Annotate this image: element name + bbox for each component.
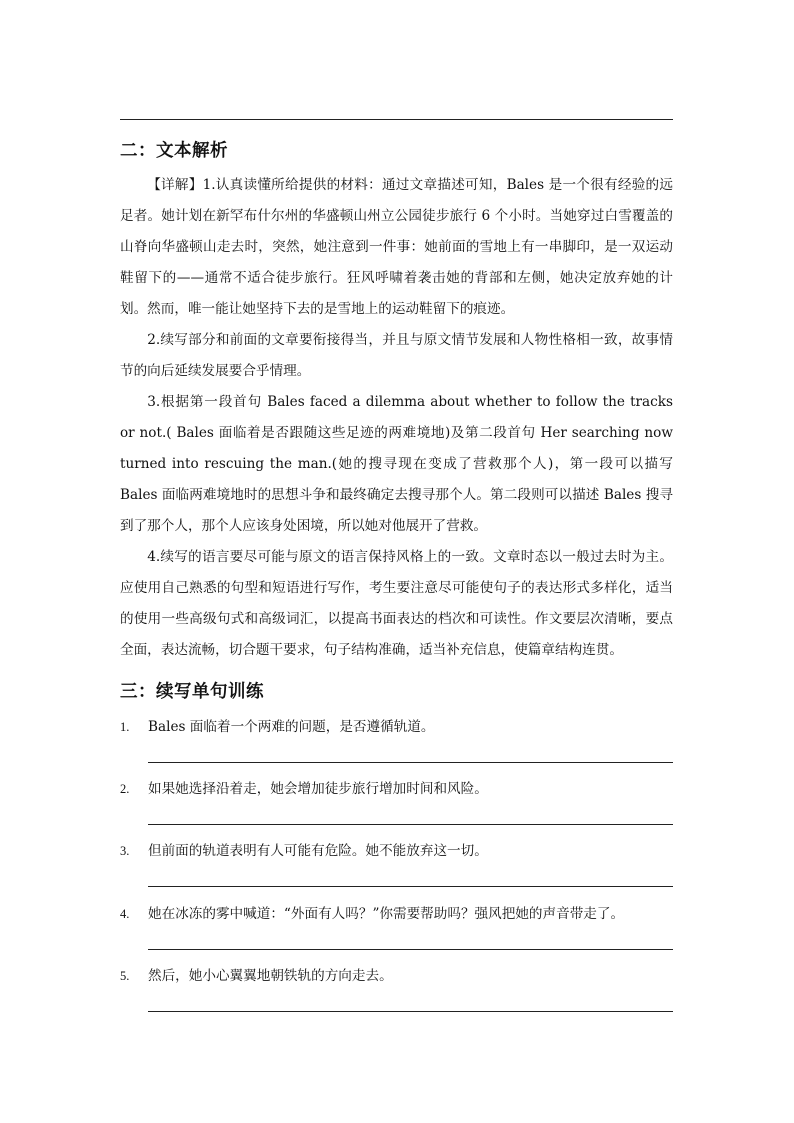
answer-line[interactable] bbox=[148, 762, 673, 763]
exercise-item bbox=[120, 841, 673, 903]
header-rule bbox=[120, 119, 673, 120]
answer-line[interactable] bbox=[148, 949, 673, 950]
answer-line[interactable] bbox=[148, 824, 673, 825]
exercise-prompt: 她在冰冻的雾中喊道：“外面有人吗？”你需要帮助吗？强风把她的声音带走了。 bbox=[148, 906, 625, 922]
analysis-paragraph-4: 4.续写的语言要尽可能与原文的语言保持风格上的一致。文章时态以一般过去时为主。应使用自己熟悉的句型和短语进行写作，考生要注意尽可能使句子的表达形式多样化，适当的使用一些高级句式和高级词汇，以提高书面表达的档次和可读性。作文要层次清晰，要点全面，表达流畅，切合题干要求，句子结构准确，适当补充信息，使篇章结构连贯。 bbox=[120, 549, 673, 658]
section-three-heading: 三：续写单句训练 bbox=[120, 682, 264, 702]
exercise-prompt: 如果她选择沿着走，她会增加徒步旅行增加时间和风险。 bbox=[148, 781, 488, 797]
exercise-item bbox=[120, 779, 673, 841]
answer-line[interactable] bbox=[148, 886, 673, 887]
exercise-prompt: 然后，她小心翼翼地朝铁轨的方向走去。 bbox=[148, 968, 393, 984]
exercise-number: 5. bbox=[120, 969, 130, 983]
exercise-item bbox=[120, 966, 673, 1028]
analysis-paragraph-2: 2.续写部分和前面的文章要衔接得当，并且与原文情节发展和人物性格相一致，故事情节的向后延续发展要合乎情理。 bbox=[120, 332, 673, 379]
exercise-number: 3. bbox=[120, 844, 130, 858]
exercise-number: 4. bbox=[120, 907, 130, 921]
answer-line[interactable] bbox=[148, 1011, 673, 1012]
exercise-prompt: 但前面的轨道表明有人可能有危险。她不能放弃这一切。 bbox=[148, 843, 488, 859]
section-two-heading: 二：文本解析 bbox=[120, 141, 228, 161]
exercise-number: 2. bbox=[120, 782, 130, 796]
exercise-item bbox=[120, 904, 673, 966]
analysis-paragraph-1: 【详解】1.认真读懂所给提供的材料：通过文章描述可知，Bales 是一个很有经验的远足者。她计划在新罕布什尔州的华盛顿山州立公园徒步旅行 6 个小时。当她穿过白雪覆盖的山脊向华盛顿山走去时，突然，她注意到一件事：她前面的雪地上有一串脚印，是一双运动鞋留下的——通常不适合徒步旅行。狂风呼啸着袭击她的背部和左侧，她决定放弃她的计划。然而，唯一能让她坚持下去的是雪地上的运动鞋留下的痕迹。 bbox=[120, 177, 673, 317]
analysis-paragraph-3: 3.根据第一段首句 Bales faced a dilemma about whether to follow the tracks or not.( Bales 面临着是否跟随这些足迹的两难境地)及第二段首句 Her searching now turned into rescuing the man.(她的搜寻现在变成了营救那个人)，第一段可以描写 Bales 面临两难境地时的思想斗争和最终确定去搜寻那个人。第二段则可以描述 Bales 搜寻到了那个人，那个人应该身处困境，所以她对他展开了营救。 bbox=[120, 394, 673, 534]
exercise-item bbox=[120, 717, 673, 779]
exercise-number: 1. bbox=[120, 720, 130, 734]
exercise-prompt: Bales 面临着一个两难的问题，是否遵循轨道。 bbox=[148, 719, 435, 735]
